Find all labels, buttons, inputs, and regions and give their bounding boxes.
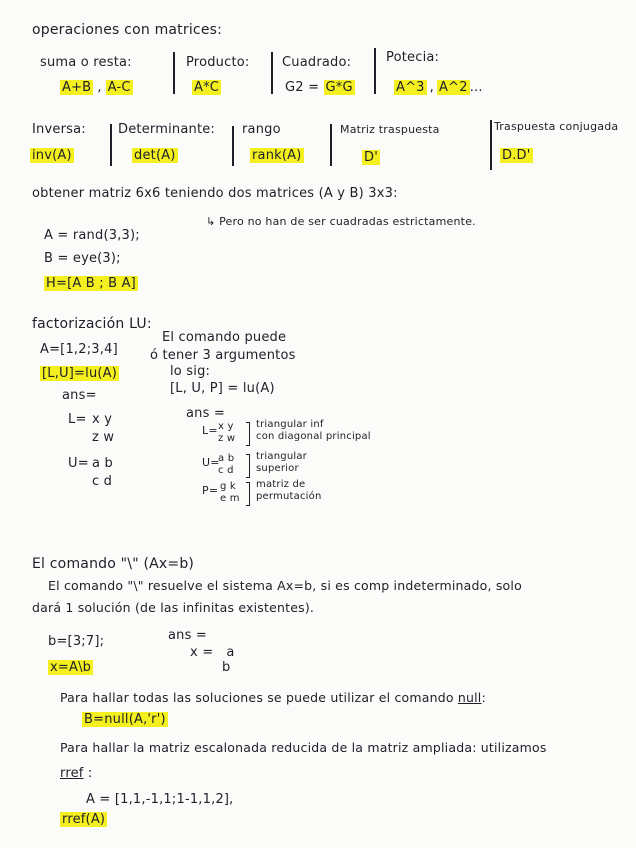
matrix-description: triangular inf [256,419,324,430]
paragraph: Para hallar la matriz escalonada reducida de la matriz ampliada: utilizamos [60,740,547,755]
rango-example: rank(A) [252,148,302,163]
divider [330,124,332,166]
cuadrado-example: G2 = G*G [285,80,353,95]
lu-ans: ans = [186,406,226,421]
paragraph: El comando "\" resuelve el sistema Ax=b, si es comp indeterminado, solo [48,578,522,593]
ans-row: b [222,660,231,675]
matrix-row: z w [92,430,115,445]
determinante-example: det(A) [134,148,176,163]
code-line: A=[1,2;3,4] [40,342,118,357]
section2-note: ↳ Pero no han de ser cuadradas estrictamente. [206,215,476,228]
determinante-label: Determinante: [118,122,216,137]
divider [490,120,492,170]
section3-title: factorización LU: [32,316,152,332]
divider [110,124,112,166]
ans-row: x = a [190,645,235,660]
matrix-label: U= [202,456,220,469]
code-line: rref(A) [62,812,106,827]
divider [232,126,234,166]
matrix-label: U= [68,456,89,471]
section2-title: obtener matriz 6x6 teniendo dos matrices (A y B) 3x3: [32,186,398,201]
potencia-label: Potecia: [386,50,440,65]
suma-example-1: A+B , A-C [62,80,131,95]
ans-label: ans = [168,628,208,643]
code-line: [L,U]=lu(A) [42,366,118,381]
code-line: A = rand(3,3); [44,228,140,243]
traspuesta-example: D' [364,150,378,165]
matrix-row: c d [218,465,234,476]
traspuesta-conjugada-label: Traspuesta conjugada [494,120,619,133]
inversa-label: Inversa: [32,122,86,137]
code-line: H=[A B ; B A] [46,276,136,291]
code-line: ans= [62,388,97,403]
matrix-row: a b [218,453,235,464]
paragraph: dará 1 solución (de las infinitas existentes). [32,600,315,615]
section4-title: El comando "\" (Ax=b) [32,556,195,572]
bracket [246,454,250,478]
matrix-description: permutación [256,491,322,502]
lu-note: lo sig: [170,364,211,379]
code-line: B=null(A,'r') [84,712,166,727]
matrix-label: L= [68,412,87,427]
matrix-row: e m [220,493,240,504]
matrix-description: superior [256,463,299,474]
matrix-row: g k [220,481,236,492]
code-line: A = [1,1,-1,1;1-1,1,2], [86,792,234,807]
producto-example: A*C [194,80,220,95]
divider [173,52,175,94]
matrix-description: con diagonal principal [256,431,371,442]
lu-note: ó tener 3 argumentos [150,348,296,363]
cuadrado-label: Cuadrado: [282,55,352,70]
producto-label: Producto: [186,55,250,70]
potencia-example: A^3 , A^2 ... [396,80,483,95]
traspuesta-label: Matriz traspuesta [340,123,440,136]
inversa-example: inv(A) [32,148,72,163]
divider [271,52,273,94]
code-line: b=[3;7]; [48,634,105,649]
matrix-row: z w [218,433,236,444]
bracket [246,422,250,446]
traspuesta-conjugada-example: D.D' [502,148,531,163]
matrix-row: x y [218,421,234,432]
section1-title: operaciones con matrices: [32,22,223,38]
rango-label: rango [242,122,281,137]
paragraph: Para hallar todas las soluciones se puede utilizar el comando null: [60,690,486,705]
matrix-row: x y [92,412,113,427]
code-line: B = eye(3); [44,251,121,266]
matrix-description: matriz de [256,479,306,490]
divider [374,48,376,94]
matrix-label: L= [202,424,218,437]
code-line: x=A\b [50,660,92,675]
rref-label: rref : [60,766,93,781]
lu-note: El comando puede [162,330,287,345]
bracket [246,482,250,506]
lu-note: [L, U, P] = lu(A) [170,381,275,396]
matrix-row: c d [92,474,113,489]
matrix-description: triangular [256,451,307,462]
matrix-row: a b [92,456,113,471]
matrix-label: P= [202,484,219,497]
suma-label: suma o resta: [40,55,132,70]
